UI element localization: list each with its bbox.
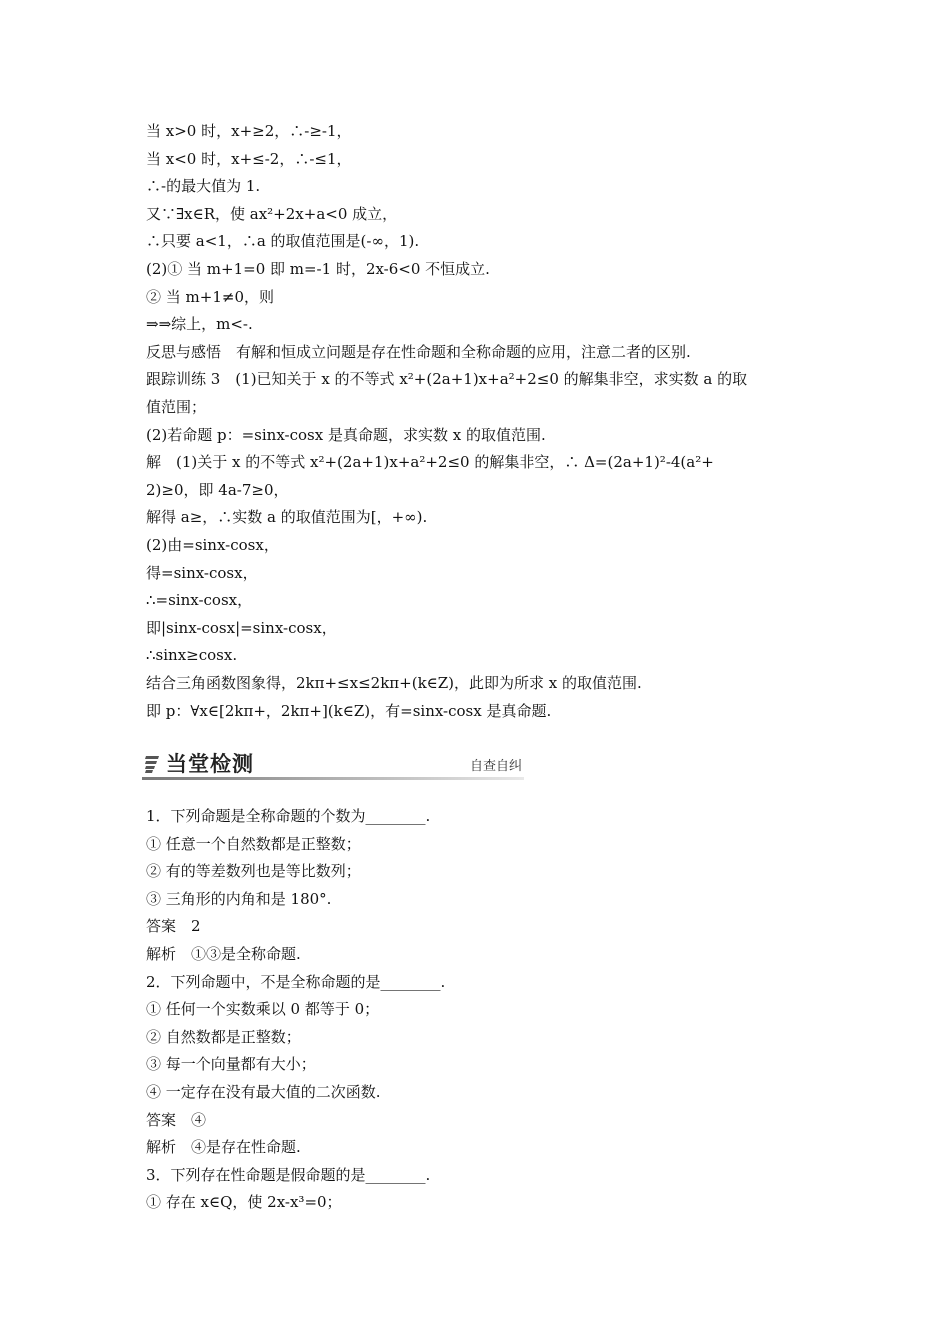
text-line: 2．下列命题中，不是全称命题的是________. [146, 972, 446, 991]
text-line: ③ 三角形的内角和是 180°. [146, 889, 332, 908]
text-line: ① 任何一个实数乘以 0 都等于 0； [146, 1000, 380, 1019]
text-line: 即|sinx-cosx|=sinx-cosx， [146, 618, 337, 637]
text-line: 1．下列命题是全称命题的个数为________. [146, 807, 431, 825]
section-underline [142, 777, 524, 780]
text-line: ∴只要 a<1，∴a 的取值范围是(-∞，1). [146, 232, 420, 251]
text-line: ② 自然数都是正整数； [146, 1027, 301, 1046]
text-line: (2)若命题 p：=sinx-cosx 是真命题，求实数 x 的取值范围. [146, 425, 546, 444]
section-stripes-icon [144, 755, 160, 773]
text-line: 结合三角函数图象得，2kπ+≤x≤2kπ+(k∈Z)，此即为所求 x 的取值范围. [146, 674, 642, 692]
text-line: 得=sinx-cosx， [146, 563, 258, 582]
section-header [142, 752, 524, 780]
text-line: 当 x>0 时，x+≥2，∴-≥-1， [146, 122, 352, 140]
text-line: ① 任意一个自然数都是正整数； [146, 834, 361, 853]
text-line: 2)≥0，即 4a-7≥0， [146, 480, 289, 499]
text-line: ⇒⇒综上，m<-. [146, 315, 253, 334]
text-line: ∴-的最大值为 1. [146, 177, 261, 196]
text-line: 当 x<0 时，x+≤-2，∴-≤1， [146, 149, 352, 168]
text-line: ② 当 m+1≠0，则 [146, 287, 274, 306]
text-line: 解析 ④是存在性命题. [146, 1138, 301, 1157]
text-line: 解析 ①③是全称命题. [146, 945, 301, 963]
text-line: (2)由=sinx-cosx， [146, 536, 279, 554]
text-line: 跟踪训练 3 (1)已知关于 x 的不等式 x²+(2a+1)x+a²+2≤0 的解集非空，求实数 a 的取 [146, 370, 748, 389]
text-line: (2)① 当 m+1=0 即 m=-1 时，2x-6<0 不恒成立. [146, 260, 490, 278]
text-line: ∴sinx≥cosx. [146, 646, 238, 665]
text-line: 答案 ④ [146, 1110, 207, 1129]
text-line: 答案 2 [146, 917, 201, 936]
text-line: 解得 a≥，∴实数 a 的取值范围为[，+∞). [146, 508, 428, 527]
text-line: 解 (1)关于 x 的不等式 x²+(2a+1)x+a²+2≤0 的解集非空，∴ Δ=(2a+1)²-4(a²+ [146, 453, 714, 472]
text-line: 反思与感悟 有解和恒成立问题是存在性命题和全称命题的应用，注意二者的区别. [146, 342, 691, 361]
text-line: 值范围； [146, 398, 207, 416]
text-line: ① 存在 x∈Q，使 2x-x³=0； [146, 1193, 342, 1212]
text-line: 即 p：∀x∈[2kπ+，2kπ+](k∈Z)，有=sinx-cosx 是真命题. [146, 701, 552, 720]
text-line: 又∵∃x∈R，使 ax²+2x+a<0 成立， [146, 204, 398, 223]
text-line: ③ 每一个向量都有大小； [146, 1055, 316, 1074]
text-line: ∴=sinx-cosx， [146, 591, 253, 610]
section-title: 当堂检测 [166, 752, 254, 776]
text-line: ② 有的等差数列也是等比数列； [146, 862, 361, 881]
section-subtitle: 自查自纠 [469, 759, 522, 774]
text-line: ④ 一定存在没有最大值的二次函数. [146, 1083, 381, 1101]
text-line: 3．下列存在性命题是假命题的是________. [146, 1165, 431, 1184]
